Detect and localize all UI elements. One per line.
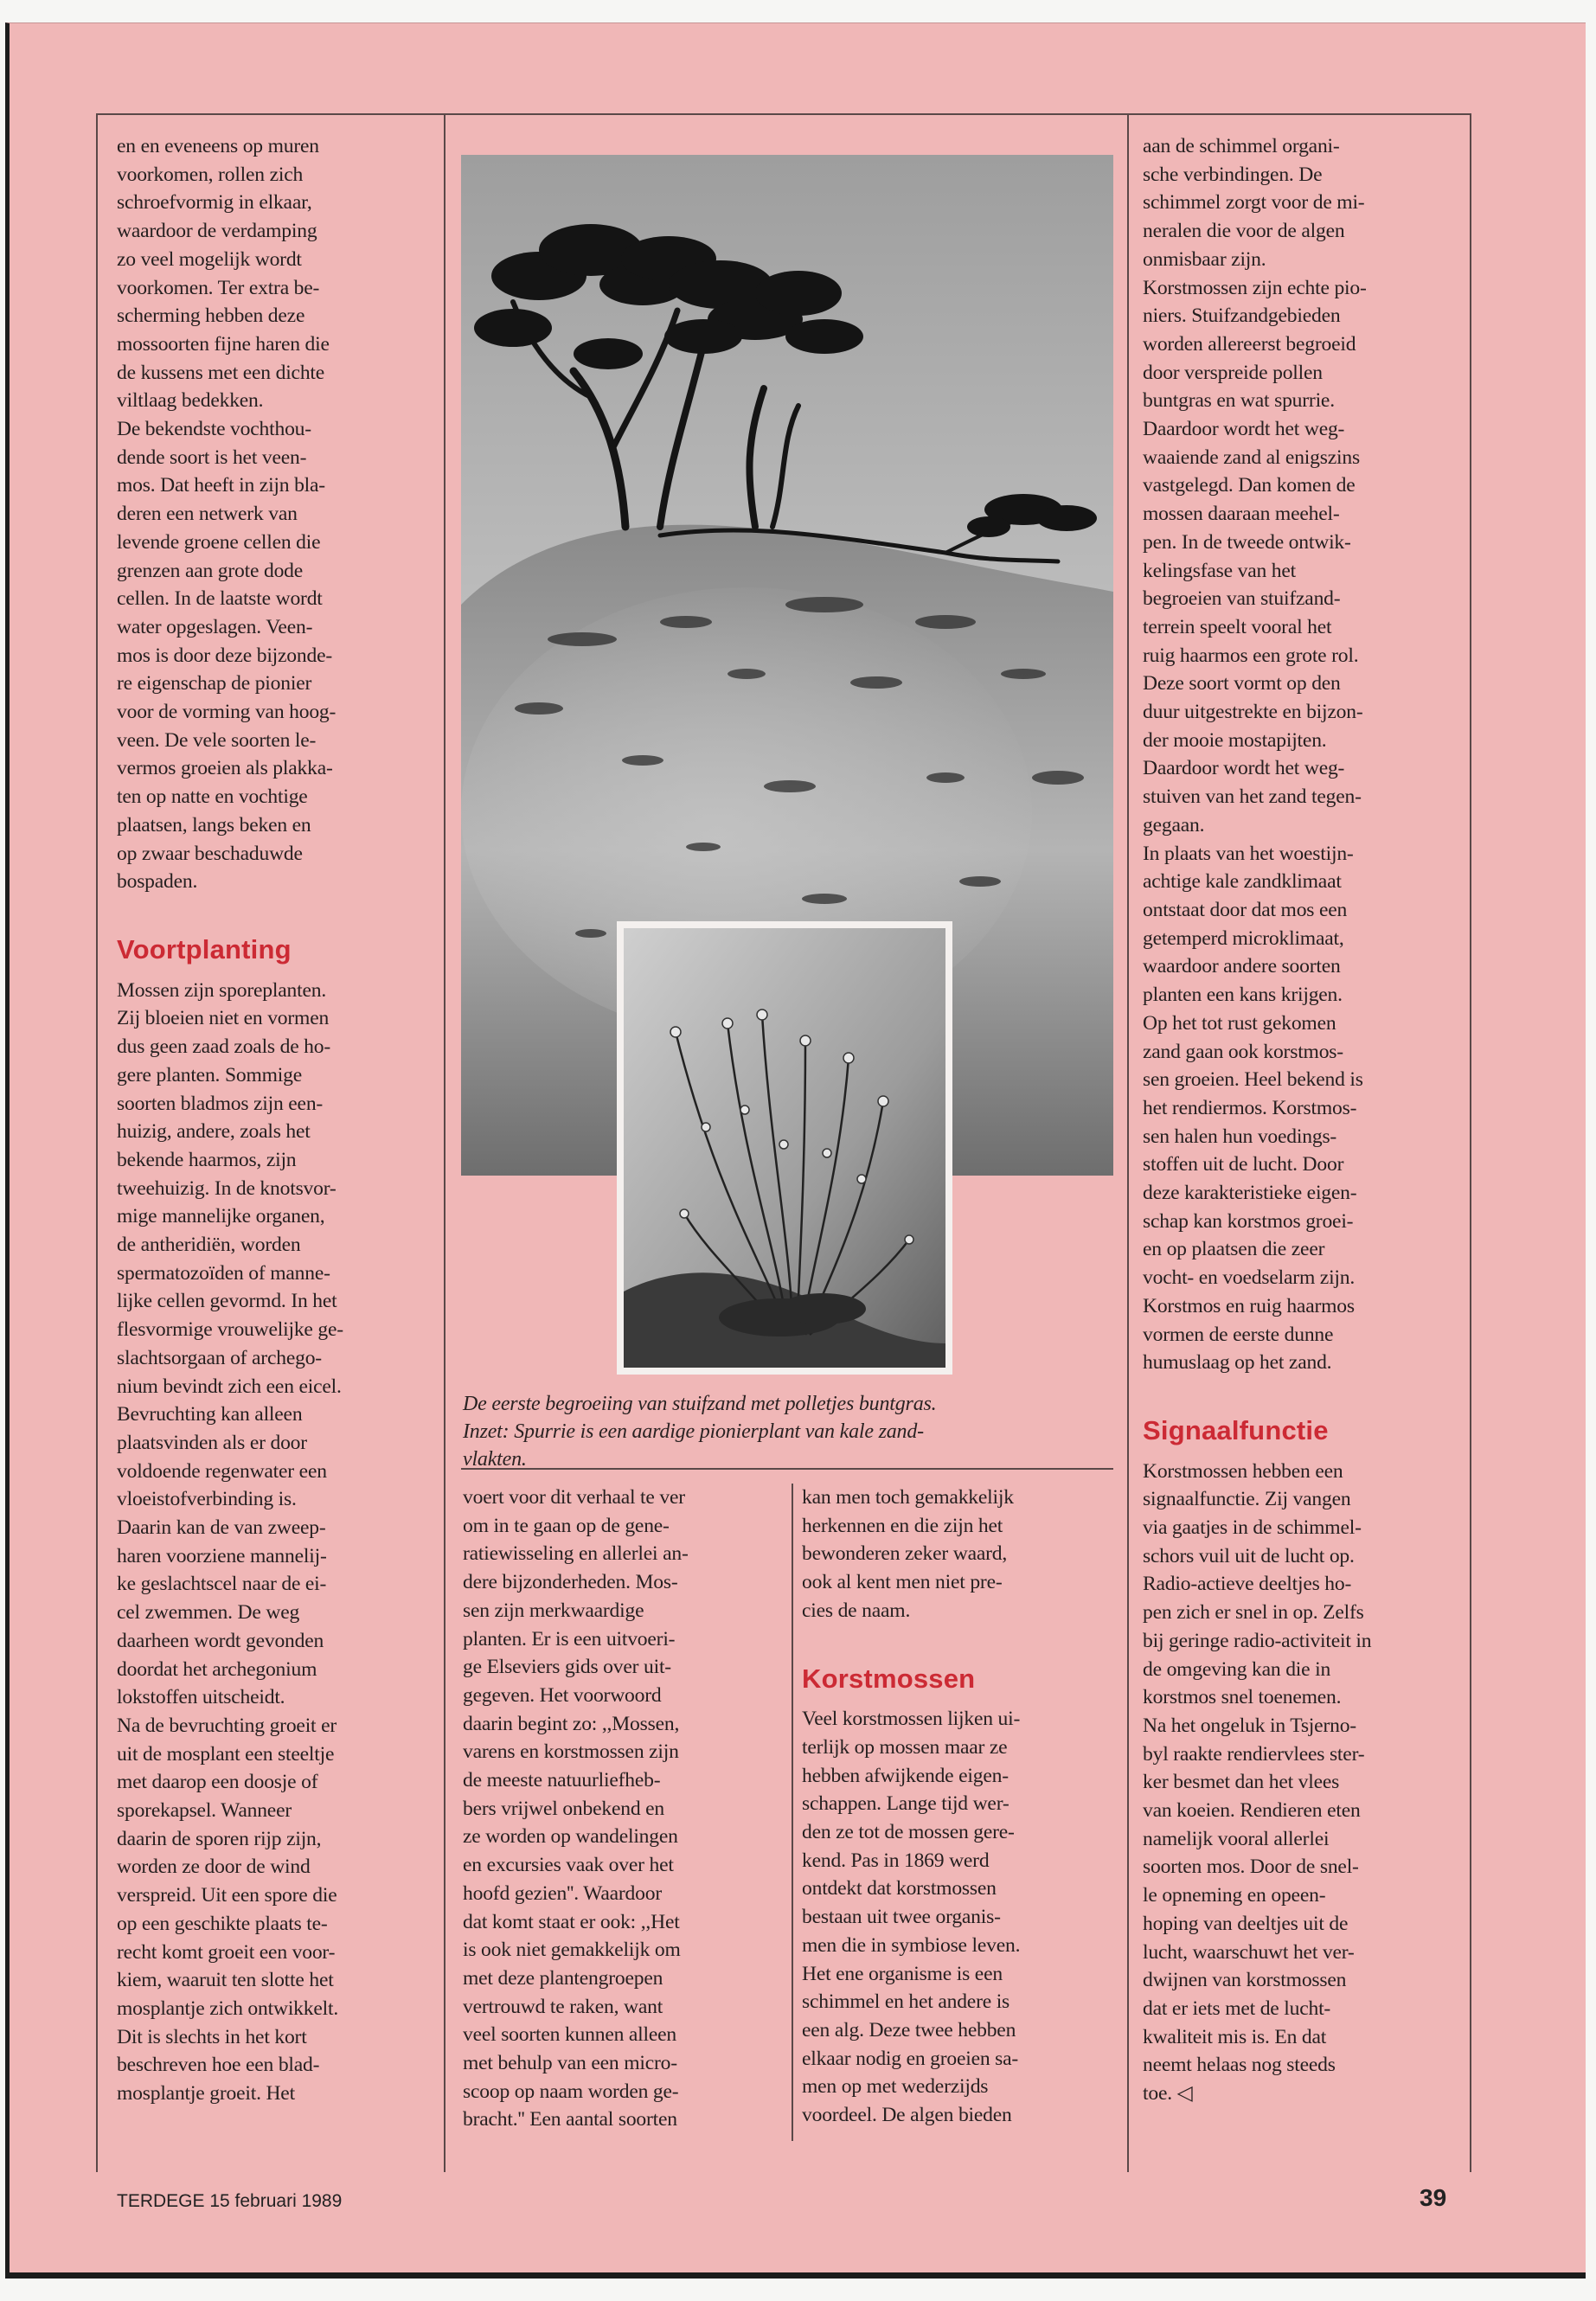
text-line: schappen. Lange tijd wer- bbox=[802, 1792, 1010, 1816]
text-line: duur uitgestrekte en bijzon- bbox=[1143, 701, 1363, 724]
text-line: planten een kans krijgen. bbox=[1143, 984, 1343, 1007]
text-line: korstmos snel toenemen. bbox=[1143, 1686, 1342, 1709]
text-line: lucht, waarschuwt het ver- bbox=[1143, 1940, 1355, 1964]
text-line: Daarin kan de van zweep- bbox=[117, 1516, 326, 1540]
text-line: uit de mosplant een steeltje bbox=[117, 1742, 335, 1766]
text-line: hoofd gezien''. Waardoor bbox=[463, 1881, 663, 1905]
text-line: Radio-actieve deeltjes ho- bbox=[1143, 1573, 1352, 1596]
text-line: herkennen en die zijn het bbox=[802, 1514, 1003, 1537]
text-line: op een geschikte plaats te- bbox=[117, 1912, 328, 1935]
text-line: voor de vorming van hoog- bbox=[117, 701, 337, 724]
text-line: met deze plantengroepen bbox=[463, 1966, 663, 1990]
footer-publication: TERDEGE 15 februari 1989 bbox=[117, 2191, 343, 2211]
text-line: schors vuil uit de lucht op. bbox=[1143, 1544, 1355, 1567]
text-line: Veel korstmossen lijken ui- bbox=[802, 1708, 1021, 1731]
text-line: hebben afwijkende eigen- bbox=[802, 1764, 1009, 1787]
text-line: waaiende zand al enigszins bbox=[1143, 445, 1360, 469]
text-line: humuslaag op het zand. bbox=[1143, 1351, 1332, 1375]
text-line: waardoor andere soorten bbox=[1143, 955, 1341, 978]
text-line: bewonderen zeker waard, bbox=[802, 1542, 1008, 1566]
text-line: cel zwemmen. De weg bbox=[117, 1601, 300, 1625]
text-line: der mooie mostapijten. bbox=[1143, 728, 1327, 752]
text-line: vormen de eerste dunne bbox=[1143, 1323, 1334, 1346]
text-line: den ze tot de mossen gere- bbox=[802, 1821, 1015, 1844]
text-line: en op plaatsen die zeer bbox=[1143, 1238, 1325, 1261]
text-line: voorkomen, rollen zich bbox=[117, 163, 304, 186]
text-line: om in te gaan op de gene- bbox=[463, 1514, 670, 1537]
text-line: namelijk vooral allerlei bbox=[1143, 1827, 1330, 1850]
text-line: byl raakte rendiervlees ster- bbox=[1143, 1742, 1365, 1766]
rule-col2-col3 bbox=[792, 1484, 793, 2141]
text-line: signaalfunctie. Zij vangen bbox=[1143, 1488, 1351, 1511]
text-line: veen. De vele soorten le- bbox=[117, 728, 317, 752]
heading-voortplanting: Voortplanting bbox=[117, 933, 292, 965]
text-line: door verspreide pollen bbox=[1143, 361, 1323, 384]
column-4 bbox=[1143, 132, 1463, 2108]
text-line: terrein speelt vooral het bbox=[1143, 615, 1332, 638]
text-line: worden ze door de wind bbox=[117, 1856, 311, 1879]
text-line: ze worden op wandelingen bbox=[463, 1825, 678, 1849]
text-line: gere planten. Sommige bbox=[117, 1063, 302, 1086]
text-line: getemperd microklimaat, bbox=[1143, 926, 1344, 950]
rule-top bbox=[96, 113, 1471, 115]
text-line: van koeien. Rendieren eten bbox=[1143, 1799, 1361, 1823]
text-line: schimmel en het andere is bbox=[802, 1990, 1010, 2014]
text-line: slachtsorgaan of archego- bbox=[117, 1346, 322, 1369]
text-line: bospaden. bbox=[117, 870, 198, 894]
text-line: kiem, waaruit ten slotte het bbox=[117, 1969, 334, 1992]
text-line: neralen die voor de algen bbox=[1143, 220, 1345, 243]
text-line: het rendiermos. Korstmos- bbox=[1143, 1096, 1357, 1119]
text-line: ontdekt dat korstmossen bbox=[802, 1877, 997, 1900]
text-line: plaatsen, langs beken en bbox=[117, 813, 311, 836]
text-line: mige mannelijke organen, bbox=[117, 1205, 325, 1228]
text-line: beschreven hoe een blad- bbox=[117, 2054, 320, 2077]
text-line: sen zijn merkwaardige bbox=[463, 1599, 644, 1622]
text-line: schimmel zorgt voor de mi- bbox=[1143, 191, 1365, 215]
text-line: varens en korstmossen zijn bbox=[463, 1740, 679, 1764]
text-line: sen groeien. Heel bekend is bbox=[1143, 1068, 1363, 1092]
text-line: ke geslachtscel naar de ei- bbox=[117, 1573, 327, 1596]
text-line: planten. Er is een uitvoeri- bbox=[463, 1627, 676, 1650]
photo-inset-spurrie bbox=[617, 921, 952, 1375]
text-line: schroefvormig in elkaar, bbox=[117, 191, 312, 215]
text-line: nium bevindt zich een eicel. bbox=[117, 1375, 342, 1398]
text-line: men die in symbiose leven. bbox=[802, 1933, 1021, 1957]
text-line: aan de schimmel organi- bbox=[1143, 135, 1340, 157]
text-line: daarin de sporen rijp zijn, bbox=[117, 1827, 322, 1850]
text-line: verspreid. Uit een spore die bbox=[117, 1884, 337, 1907]
text-line: haren voorziene mannelij- bbox=[117, 1544, 327, 1567]
text-line: Na de bevruchting groeit er bbox=[117, 1714, 337, 1737]
text-line: grenzen aan grote dode bbox=[117, 559, 304, 582]
text-line: Deze soort vormt op den bbox=[1143, 672, 1341, 695]
text-line: veel soorten kunnen alleen bbox=[463, 2023, 677, 2047]
text-line: worden allereerst begroeid bbox=[1143, 332, 1356, 356]
text-line: spermatozoïden of manne- bbox=[117, 1261, 330, 1285]
text-line: dere bijzonderheden. Mos- bbox=[463, 1571, 678, 1594]
text-line: mos is door deze bijzonde- bbox=[117, 644, 333, 667]
text-line: bers vrijwel onbekend en bbox=[463, 1797, 665, 1820]
text-line: hoping van deeltjes uit de bbox=[1143, 1912, 1349, 1935]
text-line: vastgelegd. Dan komen de bbox=[1143, 474, 1356, 497]
text-line: voldoende regenwater een bbox=[117, 1459, 327, 1483]
text-line: daarin begint zo: ,,Mossen, bbox=[463, 1712, 680, 1735]
text-line: deze karakteristieke eigen- bbox=[1143, 1182, 1357, 1205]
text-line: plaatsvinden als er door bbox=[117, 1431, 307, 1454]
text-line: ruig haarmos een grote rol. bbox=[1143, 644, 1359, 667]
text-line: ker besmet dan het vlees bbox=[1143, 1771, 1340, 1794]
caption-line: vlakten. bbox=[463, 1448, 527, 1471]
text-line: cies de naam. bbox=[802, 1599, 911, 1622]
text-line: bracht.'' Een aantal soorten bbox=[463, 2108, 677, 2131]
text-line: water opgeslagen. Veen- bbox=[117, 615, 313, 638]
text-line: dwijnen van korstmossen bbox=[1143, 1969, 1347, 1992]
text-line: een alg. Deze twee hebben bbox=[802, 2018, 1016, 2041]
text-line: soorten bladmos zijn een- bbox=[117, 1092, 324, 1115]
text-line: en excursies vaak over het bbox=[463, 1854, 674, 1877]
text-line: dende soort is het veen- bbox=[117, 445, 307, 469]
text-line: huizig, andere, zoals het bbox=[117, 1120, 311, 1144]
text-line: de antheridiën, worden bbox=[117, 1234, 301, 1257]
rule-col3-col4 bbox=[1127, 113, 1129, 2172]
rule-left-outer bbox=[96, 113, 98, 2172]
text-line: voorkomen. Ter extra be- bbox=[117, 276, 320, 299]
text-line: viltlaag bedekken. bbox=[117, 389, 264, 413]
text-line: Daardoor wordt het weg- bbox=[1143, 757, 1345, 780]
text-line: vloeistofverbinding is. bbox=[117, 1488, 297, 1511]
text-line: stuiven van het zand tegen- bbox=[1143, 785, 1362, 809]
text-line: zand gaan ook korstmos- bbox=[1143, 1040, 1343, 1063]
text-line: re eigenschap de pionier bbox=[117, 672, 312, 695]
text-line: bestaan uit twee organis- bbox=[802, 1906, 1001, 1929]
text-line: voert voor dit verhaal te ver bbox=[463, 1486, 685, 1509]
text-line: kelingsfase van het bbox=[1143, 559, 1297, 582]
text-line: Korstmos en ruig haarmos bbox=[1143, 1294, 1355, 1317]
page-number: 39 bbox=[1420, 2184, 1447, 2211]
text-line: pen. In de tweede ontwik- bbox=[1143, 530, 1351, 554]
text-line: ontstaat door dat mos een bbox=[1143, 898, 1348, 921]
text-line: Op het tot rust gekomen bbox=[1143, 1011, 1336, 1035]
text-line: vermos groeien als plakka- bbox=[117, 757, 333, 780]
text-line: In plaats van het woestijn- bbox=[1143, 842, 1354, 865]
text-line: zo veel mogelijk wordt bbox=[117, 247, 302, 271]
text-line: mossen daaraan meehel- bbox=[1143, 503, 1340, 526]
text-line: via gaatjes in de schimmel- bbox=[1143, 1516, 1362, 1540]
text-line: deren een netwerk van bbox=[117, 503, 298, 526]
text-line: stoffen uit de lucht. Door bbox=[1143, 1153, 1344, 1176]
text-line: dus geen zaad zoals de ho- bbox=[117, 1035, 331, 1059]
text-line: voordeel. De algen bieden bbox=[802, 2104, 1012, 2127]
text-line: flesvormige vrouwelijke ge- bbox=[117, 1318, 343, 1342]
text-line: waardoor de verdamping bbox=[117, 220, 317, 243]
rule-right-outer bbox=[1470, 113, 1471, 2172]
photo-caption bbox=[463, 1390, 1120, 1473]
text-line: de meeste natuurliefheb- bbox=[463, 1769, 661, 1792]
text-line: De bekendste vochthou- bbox=[117, 418, 311, 441]
text-line: onmisbaar zijn. bbox=[1143, 247, 1266, 271]
text-line: vocht- en voedselarm zijn. bbox=[1143, 1266, 1356, 1290]
text-line: mosplantje zich ontwikkelt. bbox=[117, 1997, 339, 2020]
text-line: met daarop een doosje of bbox=[117, 1771, 318, 1794]
text-line: terlijk op mossen maar ze bbox=[802, 1735, 1008, 1759]
text-line: bekende haarmos, zijn bbox=[117, 1148, 297, 1171]
text-line: tweehuizig. In de knotsvor- bbox=[117, 1176, 337, 1200]
text-line: cellen. In de laatste wordt bbox=[117, 587, 323, 611]
text-line: achtige kale zandklimaat bbox=[1143, 870, 1342, 894]
text-line: men op met wederzijds bbox=[802, 2075, 989, 2099]
col1-intro-text bbox=[117, 132, 437, 896]
heading-korstmossen: Korstmossen bbox=[802, 1663, 976, 1694]
text-line: Het ene organisme is een bbox=[802, 1962, 1003, 1985]
column-3 bbox=[802, 1484, 1113, 2130]
col4-body-text bbox=[1143, 132, 1463, 1377]
column-1 bbox=[117, 132, 437, 2108]
text-line: sporekapsel. Wanneer bbox=[117, 1799, 292, 1823]
text-line: mossoorten fijne haren die bbox=[117, 332, 330, 356]
text-line: Zij bloeien niet en vormen bbox=[117, 1007, 330, 1030]
text-line: mosplantje groeit. Het bbox=[117, 2082, 295, 2106]
text-line: mos. Dat heeft in zijn bla- bbox=[117, 474, 325, 497]
text-line: levende groene cellen die bbox=[117, 530, 321, 554]
col1-body-text bbox=[117, 977, 437, 2108]
text-line: vertrouwd te raken, want bbox=[463, 1995, 663, 2018]
text-line: ook al kent men niet pre- bbox=[802, 1571, 1003, 1594]
text-line: Dit is slechts in het kort bbox=[117, 2025, 307, 2048]
column-2 bbox=[463, 1484, 792, 2134]
text-line: Na het ongeluk in Tsjerno- bbox=[1143, 1714, 1356, 1737]
text-line: dat komt staat er ook: ,,Het bbox=[463, 1910, 680, 1933]
text-line: niers. Stuifzandgebieden bbox=[1143, 304, 1341, 328]
text-line: scoop op naam worden ge- bbox=[463, 2080, 679, 2103]
text-line: buntgras en wat spurrie. bbox=[1143, 389, 1335, 413]
text-line: Korstmossen hebben een bbox=[1143, 1459, 1343, 1483]
text-line: de omgeving kan die in bbox=[1143, 1657, 1331, 1681]
text-line: Bevruchting kan alleen bbox=[117, 1403, 303, 1426]
text-line: recht komt groeit een voor- bbox=[117, 1940, 336, 1964]
rule-col1-col2 bbox=[444, 113, 445, 2172]
text-line: kend. Pas in 1869 werd bbox=[802, 1849, 990, 1872]
text-line: pen zich er snel in op. Zelfs bbox=[1143, 1601, 1364, 1625]
text-line: sche verbindingen. De bbox=[1143, 163, 1323, 186]
text-line: ratiewisseling en allerlei an- bbox=[463, 1542, 689, 1566]
text-line: kan men toch gemakkelijk bbox=[802, 1486, 1014, 1509]
text-line: sen halen hun voedings- bbox=[1143, 1125, 1337, 1148]
text-line: de kussens met een dichte bbox=[117, 361, 325, 384]
text-line: gegeven. Het voorwoord bbox=[463, 1683, 662, 1707]
caption-line: De eerste begroeiing van stuifzand met polletjes buntgras. bbox=[463, 1393, 937, 1415]
text-line: neemt helaas nog steeds bbox=[1143, 2054, 1336, 2077]
text-line: kwaliteit mis is. En dat bbox=[1143, 2025, 1327, 2048]
magazine-page bbox=[5, 22, 1586, 2279]
text-line: lokstoffen uitscheidt. bbox=[117, 1686, 285, 1709]
text-line: elkaar nodig en groeien sa- bbox=[802, 2047, 1019, 2070]
text-line: Mossen zijn sporeplanten. bbox=[117, 978, 327, 1002]
text-line: bij geringe radio-activiteit in bbox=[1143, 1629, 1372, 1652]
text-line: scherming hebben deze bbox=[117, 304, 305, 328]
caption-line: Inzet: Spurrie is een aardige pionierplant van kale zand- bbox=[463, 1420, 924, 1443]
text-line: ge Elseviers gids over uit- bbox=[463, 1656, 671, 1679]
col4-signaal-text bbox=[1143, 1458, 1463, 2108]
text-line: gegaan. bbox=[1143, 813, 1205, 836]
text-line: ten op natte en vochtige bbox=[117, 785, 308, 809]
heading-signaalfunctie: Signaalfunctie bbox=[1143, 1414, 1329, 1445]
text-line: Daardoor wordt het weg- bbox=[1143, 418, 1345, 441]
text-line: met behulp van een micro- bbox=[463, 2052, 677, 2075]
text-line: schap kan korstmos groei- bbox=[1143, 1209, 1354, 1233]
text-line: doordat het archegonium bbox=[117, 1657, 317, 1681]
text-line: daarheen wordt gevonden bbox=[117, 1629, 324, 1652]
text-line: le opneming en opeen- bbox=[1143, 1884, 1326, 1907]
text-line: toe. ◁ bbox=[1143, 2082, 1193, 2106]
text-line: lijke cellen gevormd. In het bbox=[117, 1290, 337, 1313]
text-line: Korstmossen zijn echte pio- bbox=[1143, 276, 1367, 299]
text-line: begroeien van stuifzand- bbox=[1143, 587, 1341, 611]
text-line: soorten mos. Door de snel- bbox=[1143, 1856, 1359, 1879]
text-line: dat er iets met de lucht- bbox=[1143, 1997, 1331, 2020]
text-line: en en eveneens op muren bbox=[117, 135, 319, 157]
text-line: is ook niet gemakkelijk om bbox=[463, 1939, 681, 1962]
text-line: op zwaar beschaduwde bbox=[117, 842, 303, 865]
